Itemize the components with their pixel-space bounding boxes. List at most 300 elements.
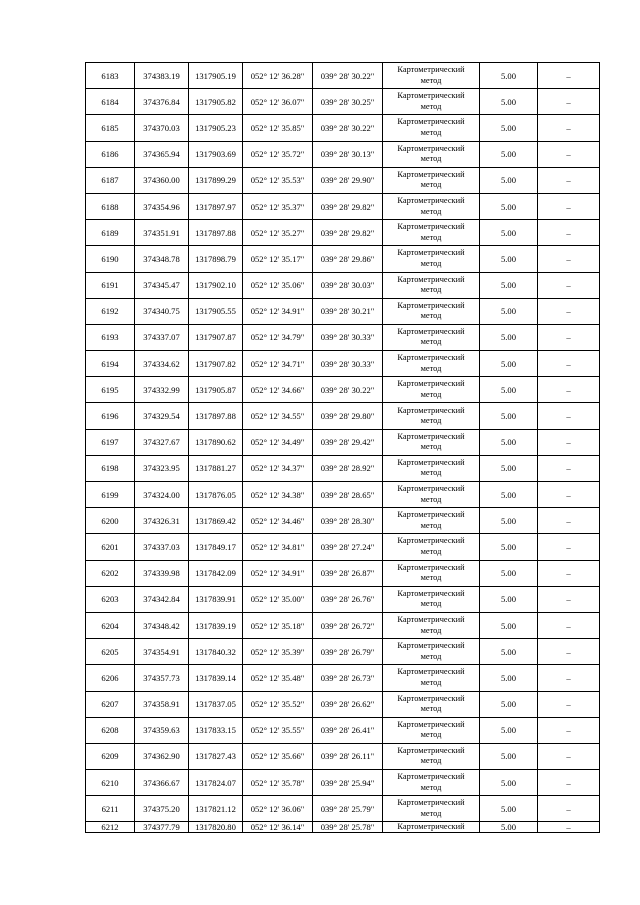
longitude-cell: 039° 28' 26.76" [313, 586, 383, 612]
table-row [86, 272, 600, 298]
description-cell: – [538, 482, 600, 508]
y-coordinate-cell: 1317881.27 [189, 455, 243, 481]
method-cell [383, 429, 480, 455]
table-row [86, 508, 600, 534]
method-cell [383, 822, 480, 833]
method-cell [383, 167, 480, 193]
point-number-cell: 6198 [86, 455, 135, 481]
method-line1: Картометрический [397, 772, 465, 782]
point-number-cell: 6184 [86, 89, 135, 115]
method-line2: метод [420, 756, 442, 766]
y-coordinate-cell: 1317897.88 [189, 403, 243, 429]
method-line1: Картометрический [397, 300, 465, 310]
method-line1: Картометрический [397, 693, 465, 703]
description-cell: – [538, 586, 600, 612]
method-line1: Картометрический [397, 484, 465, 494]
method-line1: Картометрический [397, 143, 465, 153]
method-line1: Картометрический [397, 379, 465, 389]
point-number-cell: 6201 [86, 534, 135, 560]
table-row [86, 770, 600, 796]
description-cell: – [538, 455, 600, 481]
accuracy-cell: 5.00 [480, 560, 538, 586]
method-line2: метод [420, 494, 442, 504]
method-cell [383, 298, 480, 324]
description-cell: – [538, 612, 600, 638]
description-cell: – [538, 691, 600, 717]
accuracy-cell: 5.00 [480, 403, 538, 429]
method-cell [383, 403, 480, 429]
y-coordinate-cell: 1317837.05 [189, 691, 243, 717]
x-coordinate-cell: 374375.20 [135, 796, 189, 822]
method-cell [383, 272, 480, 298]
method-cell [383, 717, 480, 743]
point-number-cell: 6211 [86, 796, 135, 822]
latitude-cell: 052° 12' 35.53" [243, 167, 313, 193]
table-row [86, 324, 600, 350]
method-cell [383, 141, 480, 167]
method-line2: метод [420, 337, 442, 347]
latitude-cell: 052° 12' 35.06" [243, 272, 313, 298]
method-cell [383, 586, 480, 612]
method-line2: метод [420, 599, 442, 609]
method-line2: метод [420, 101, 442, 111]
latitude-cell: 052° 12' 34.71" [243, 351, 313, 377]
y-coordinate-cell: 1317907.82 [189, 351, 243, 377]
method-line1: Картометрический [397, 91, 465, 101]
point-number-cell: 6187 [86, 167, 135, 193]
accuracy-cell: 5.00 [480, 377, 538, 403]
method-line2: метод [420, 704, 442, 714]
method-line2: метод [420, 677, 442, 687]
table-row [86, 141, 600, 167]
accuracy-cell: 5.00 [480, 770, 538, 796]
table-row [86, 822, 600, 833]
point-number-cell: 6188 [86, 193, 135, 219]
method-line2: метод [420, 573, 442, 583]
point-number-cell: 6206 [86, 665, 135, 691]
description-cell: – [538, 167, 600, 193]
point-number-cell: 6210 [86, 770, 135, 796]
x-coordinate-cell: 374354.91 [135, 639, 189, 665]
description-cell: – [538, 298, 600, 324]
x-coordinate-cell: 374323.95 [135, 455, 189, 481]
longitude-cell: 039° 28' 30.22" [313, 377, 383, 403]
method-line2: метод [420, 520, 442, 530]
method-cell [383, 220, 480, 246]
longitude-cell: 039° 28' 30.22" [313, 115, 383, 141]
description-cell: – [538, 351, 600, 377]
method-line2: метод [420, 651, 442, 661]
accuracy-cell: 5.00 [480, 324, 538, 350]
y-coordinate-cell: 1317842.09 [189, 560, 243, 586]
x-coordinate-cell: 374376.84 [135, 89, 189, 115]
x-coordinate-cell: 374348.78 [135, 246, 189, 272]
accuracy-cell: 5.00 [480, 298, 538, 324]
latitude-cell: 052° 12' 34.49" [243, 429, 313, 455]
point-number-cell: 6183 [86, 63, 135, 89]
point-number-cell: 6199 [86, 482, 135, 508]
latitude-cell: 052° 12' 36.07" [243, 89, 313, 115]
accuracy-cell: 5.00 [480, 272, 538, 298]
table-row [86, 482, 600, 508]
latitude-cell: 052° 12' 35.78" [243, 770, 313, 796]
table-row [86, 429, 600, 455]
method-line1: Картометрический [397, 117, 465, 127]
longitude-cell: 039° 28' 30.03" [313, 272, 383, 298]
y-coordinate-cell: 1317827.43 [189, 743, 243, 769]
table-row [86, 586, 600, 612]
y-coordinate-cell: 1317905.82 [189, 89, 243, 115]
accuracy-cell: 5.00 [480, 63, 538, 89]
method-line2: метод [420, 416, 442, 426]
longitude-cell: 039° 28' 25.79" [313, 796, 383, 822]
method-line2: метод [420, 154, 442, 164]
method-line1: Картометрический [397, 222, 465, 232]
method-line2: метод [420, 389, 442, 399]
description-cell: – [538, 193, 600, 219]
method-line1: Картометрический [397, 615, 465, 625]
accuracy-cell: 5.00 [480, 455, 538, 481]
longitude-cell: 039° 28' 29.90" [313, 167, 383, 193]
method-line1: Картометрический [397, 326, 465, 336]
point-number-cell: 6190 [86, 246, 135, 272]
latitude-cell: 052° 12' 34.55" [243, 403, 313, 429]
table-row [86, 298, 600, 324]
method-line2: метод [420, 546, 442, 556]
method-cell [383, 665, 480, 691]
table-row [86, 115, 600, 141]
latitude-cell: 052° 12' 35.85" [243, 115, 313, 141]
accuracy-cell: 5.00 [480, 351, 538, 377]
description-cell: – [538, 770, 600, 796]
latitude-cell: 052° 12' 35.18" [243, 612, 313, 638]
x-coordinate-cell: 374340.75 [135, 298, 189, 324]
description-cell: – [538, 246, 600, 272]
table-row [86, 351, 600, 377]
accuracy-cell: 5.00 [480, 508, 538, 534]
longitude-cell: 039° 28' 30.33" [313, 324, 383, 350]
method-cell [383, 324, 480, 350]
method-line1: Картометрический [397, 248, 465, 258]
method-line2: метод [420, 730, 442, 740]
accuracy-cell: 5.00 [480, 482, 538, 508]
method-line1: Картометрический [397, 353, 465, 363]
method-cell [383, 351, 480, 377]
table-row [86, 717, 600, 743]
table-row [86, 377, 600, 403]
accuracy-cell: 5.00 [480, 115, 538, 141]
description-cell: – [538, 534, 600, 560]
y-coordinate-cell: 1317833.15 [189, 717, 243, 743]
description-cell: – [538, 429, 600, 455]
method-cell [383, 455, 480, 481]
latitude-cell: 052° 12' 35.72" [243, 141, 313, 167]
y-coordinate-cell: 1317839.19 [189, 612, 243, 638]
point-number-cell: 6207 [86, 691, 135, 717]
method-line2: метод [420, 75, 442, 85]
x-coordinate-cell: 374345.47 [135, 272, 189, 298]
method-cell [383, 63, 480, 89]
point-number-cell: 6208 [86, 717, 135, 743]
accuracy-cell: 5.00 [480, 796, 538, 822]
y-coordinate-cell: 1317890.62 [189, 429, 243, 455]
description-cell: – [538, 89, 600, 115]
point-number-cell: 6202 [86, 560, 135, 586]
method-cell [383, 743, 480, 769]
method-line1: Картометрический [397, 641, 465, 651]
latitude-cell: 052° 12' 34.91" [243, 298, 313, 324]
method-line1: Картометрический [397, 405, 465, 415]
y-coordinate-cell: 1317820.80 [189, 822, 243, 833]
x-coordinate-cell: 374377.79 [135, 822, 189, 833]
table-row [86, 246, 600, 272]
latitude-cell: 052° 12' 34.66" [243, 377, 313, 403]
y-coordinate-cell: 1317897.97 [189, 193, 243, 219]
method-cell [383, 612, 480, 638]
method-line1: Картометрический [397, 536, 465, 546]
description-cell: – [538, 324, 600, 350]
y-coordinate-cell: 1317839.91 [189, 586, 243, 612]
x-coordinate-cell: 374360.00 [135, 167, 189, 193]
table-row [86, 193, 600, 219]
method-cell [383, 89, 480, 115]
latitude-cell: 052° 12' 34.79" [243, 324, 313, 350]
table-row [86, 167, 600, 193]
method-cell [383, 246, 480, 272]
x-coordinate-cell: 374326.31 [135, 508, 189, 534]
latitude-cell: 052° 12' 36.06" [243, 796, 313, 822]
method-cell [383, 691, 480, 717]
description-cell: – [538, 220, 600, 246]
method-cell [383, 377, 480, 403]
longitude-cell: 039° 28' 28.30" [313, 508, 383, 534]
table-row [86, 665, 600, 691]
x-coordinate-cell: 374327.67 [135, 429, 189, 455]
x-coordinate-cell: 374351.91 [135, 220, 189, 246]
latitude-cell: 052° 12' 35.39" [243, 639, 313, 665]
method-line1: Картометрический [397, 65, 465, 75]
accuracy-cell: 5.00 [480, 665, 538, 691]
longitude-cell: 039° 28' 27.24" [313, 534, 383, 560]
latitude-cell: 052° 12' 35.52" [243, 691, 313, 717]
description-cell: – [538, 717, 600, 743]
x-coordinate-cell: 374358.91 [135, 691, 189, 717]
longitude-cell: 039° 28' 30.25" [313, 89, 383, 115]
y-coordinate-cell: 1317840.32 [189, 639, 243, 665]
point-number-cell: 6195 [86, 377, 135, 403]
description-cell: – [538, 403, 600, 429]
method-line1: Картометрический [397, 562, 465, 572]
x-coordinate-cell: 374383.19 [135, 63, 189, 89]
longitude-cell: 039° 28' 30.22" [313, 63, 383, 89]
longitude-cell: 039° 28' 29.42" [313, 429, 383, 455]
accuracy-cell: 5.00 [480, 246, 538, 272]
table-row [86, 743, 600, 769]
accuracy-cell: 5.00 [480, 586, 538, 612]
point-number-cell: 6205 [86, 639, 135, 665]
method-line2: метод [420, 180, 442, 190]
table-row [86, 691, 600, 717]
table-row [86, 534, 600, 560]
accuracy-cell: 5.00 [480, 167, 538, 193]
longitude-cell: 039° 28' 29.82" [313, 193, 383, 219]
longitude-cell: 039° 28' 29.82" [313, 220, 383, 246]
accuracy-cell: 5.00 [480, 612, 538, 638]
accuracy-cell: 5.00 [480, 822, 538, 833]
x-coordinate-cell: 374370.03 [135, 115, 189, 141]
latitude-cell: 052° 12' 35.48" [243, 665, 313, 691]
description-cell: – [538, 63, 600, 89]
method-line2: метод [420, 127, 442, 137]
accuracy-cell: 5.00 [480, 89, 538, 115]
longitude-cell: 039° 28' 26.11" [313, 743, 383, 769]
point-number-cell: 6212 [86, 822, 135, 833]
y-coordinate-cell: 1317905.55 [189, 298, 243, 324]
point-number-cell: 6186 [86, 141, 135, 167]
method-line1: Картометрический [397, 667, 465, 677]
point-number-cell: 6189 [86, 220, 135, 246]
x-coordinate-cell: 374362.90 [135, 743, 189, 769]
latitude-cell: 052° 12' 35.00" [243, 586, 313, 612]
method-line2: метод [420, 442, 442, 452]
longitude-cell: 039° 28' 26.41" [313, 717, 383, 743]
y-coordinate-cell: 1317905.23 [189, 115, 243, 141]
x-coordinate-cell: 374366.67 [135, 770, 189, 796]
method-cell [383, 796, 480, 822]
method-line2: метод [420, 625, 442, 635]
method-line2: метод [420, 363, 442, 373]
method-line1: Картометрический [397, 822, 465, 832]
y-coordinate-cell: 1317902.10 [189, 272, 243, 298]
coordinates-table [85, 62, 600, 833]
method-line1: Картометрический [397, 169, 465, 179]
x-coordinate-cell: 374332.99 [135, 377, 189, 403]
description-cell: – [538, 560, 600, 586]
longitude-cell: 039° 28' 29.86" [313, 246, 383, 272]
x-coordinate-cell: 374342.84 [135, 586, 189, 612]
method-cell [383, 560, 480, 586]
table-row [86, 639, 600, 665]
description-cell: – [538, 822, 600, 833]
latitude-cell: 052° 12' 35.55" [243, 717, 313, 743]
latitude-cell: 052° 12' 34.81" [243, 534, 313, 560]
y-coordinate-cell: 1317821.12 [189, 796, 243, 822]
x-coordinate-cell: 374329.54 [135, 403, 189, 429]
point-number-cell: 6204 [86, 612, 135, 638]
table-body [86, 63, 600, 833]
longitude-cell: 039° 28' 26.87" [313, 560, 383, 586]
method-line1: Картометрический [397, 798, 465, 808]
longitude-cell: 039° 28' 26.62" [313, 691, 383, 717]
longitude-cell: 039° 28' 28.65" [313, 482, 383, 508]
description-cell: – [538, 377, 600, 403]
description-cell: – [538, 141, 600, 167]
y-coordinate-cell: 1317905.87 [189, 377, 243, 403]
longitude-cell: 039° 28' 25.78" [313, 822, 383, 833]
x-coordinate-cell: 374324.00 [135, 482, 189, 508]
latitude-cell: 052° 12' 35.37" [243, 193, 313, 219]
point-number-cell: 6203 [86, 586, 135, 612]
x-coordinate-cell: 374359.63 [135, 717, 189, 743]
accuracy-cell: 5.00 [480, 691, 538, 717]
table-row [86, 560, 600, 586]
point-number-cell: 6194 [86, 351, 135, 377]
longitude-cell: 039° 28' 30.33" [313, 351, 383, 377]
method-line1: Картометрический [397, 431, 465, 441]
method-cell [383, 482, 480, 508]
longitude-cell: 039° 28' 29.80" [313, 403, 383, 429]
description-cell: – [538, 508, 600, 534]
latitude-cell: 052° 12' 34.46" [243, 508, 313, 534]
accuracy-cell: 5.00 [480, 429, 538, 455]
method-cell [383, 770, 480, 796]
y-coordinate-cell: 1317869.42 [189, 508, 243, 534]
latitude-cell: 052° 12' 36.14" [243, 822, 313, 833]
method-line1: Картометрический [397, 274, 465, 284]
accuracy-cell: 5.00 [480, 193, 538, 219]
method-line1: Картометрический [397, 719, 465, 729]
accuracy-cell: 5.00 [480, 639, 538, 665]
y-coordinate-cell: 1317899.29 [189, 167, 243, 193]
accuracy-cell: 5.00 [480, 220, 538, 246]
table-row [86, 220, 600, 246]
description-cell: – [538, 272, 600, 298]
y-coordinate-cell: 1317839.14 [189, 665, 243, 691]
latitude-cell: 052° 12' 35.66" [243, 743, 313, 769]
table-row [86, 89, 600, 115]
method-line1: Картометрический [397, 196, 465, 206]
longitude-cell: 039° 28' 26.73" [313, 665, 383, 691]
accuracy-cell: 5.00 [480, 141, 538, 167]
table-row [86, 796, 600, 822]
method-line1: Картометрический [397, 588, 465, 598]
description-cell: – [538, 115, 600, 141]
table-row [86, 403, 600, 429]
accuracy-cell: 5.00 [480, 534, 538, 560]
description-cell: – [538, 639, 600, 665]
y-coordinate-cell: 1317905.19 [189, 63, 243, 89]
x-coordinate-cell: 374348.42 [135, 612, 189, 638]
accuracy-cell: 5.00 [480, 717, 538, 743]
y-coordinate-cell: 1317903.69 [189, 141, 243, 167]
method-line2: метод [420, 311, 442, 321]
latitude-cell: 052° 12' 35.17" [243, 246, 313, 272]
point-number-cell: 6209 [86, 743, 135, 769]
method-cell [383, 508, 480, 534]
point-number-cell: 6200 [86, 508, 135, 534]
method-line1: Картометрический [397, 745, 465, 755]
longitude-cell: 039° 28' 25.94" [313, 770, 383, 796]
x-coordinate-cell: 374337.03 [135, 534, 189, 560]
method-cell [383, 115, 480, 141]
point-number-cell: 6191 [86, 272, 135, 298]
method-line2: метод [420, 232, 442, 242]
point-number-cell: 6197 [86, 429, 135, 455]
method-cell [383, 193, 480, 219]
y-coordinate-cell: 1317824.07 [189, 770, 243, 796]
description-cell: – [538, 665, 600, 691]
y-coordinate-cell: 1317897.88 [189, 220, 243, 246]
latitude-cell: 052° 12' 34.91" [243, 560, 313, 586]
method-line1: Картометрический [397, 457, 465, 467]
method-line1: Картометрический [397, 510, 465, 520]
point-number-cell: 6196 [86, 403, 135, 429]
accuracy-cell: 5.00 [480, 743, 538, 769]
longitude-cell: 039° 28' 30.13" [313, 141, 383, 167]
description-cell: – [538, 743, 600, 769]
method-line2: метод [420, 808, 442, 818]
latitude-cell: 052° 12' 36.28" [243, 63, 313, 89]
